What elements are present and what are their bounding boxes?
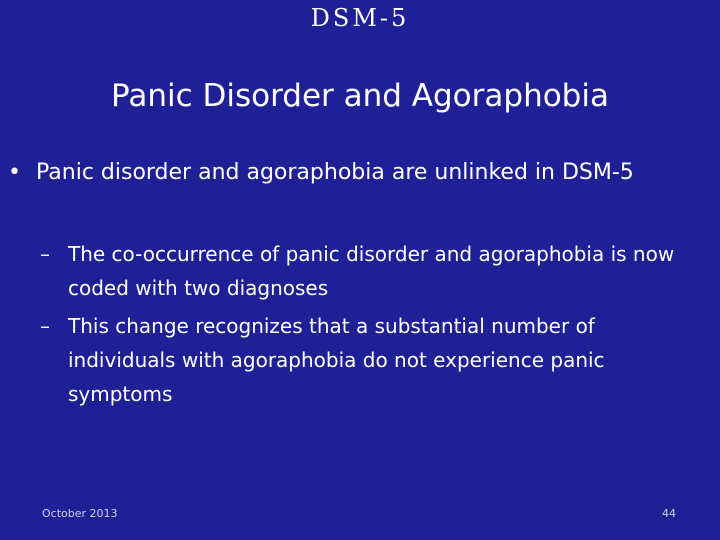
sub-bullet-marker: – [40,242,50,266]
sub-bullet-text: The co-occurrence of panic disorder and agoraphobia is now coded with two diagnoses [68,242,675,300]
bullet-marker: • [8,160,21,185]
sub-bullet-text: This change recognizes that a substantial number of individuals with agoraphobia do not experience panic symptoms [68,314,605,406]
slide-title: Panic Disorder and Agoraphobia [111,78,609,114]
sub-bullet-item [40,237,708,305]
footer-date: October 2013 [42,507,118,520]
page-number: 44 [662,507,676,520]
bullet-text: Panic disorder and agoraphobia are unlinked in DSM-5 [36,160,634,185]
sub-bullet-marker: – [40,314,50,338]
sub-bullet-item [40,309,708,411]
header-logo-mark: DSM-5 [310,4,410,32]
bullet-item [8,156,676,189]
